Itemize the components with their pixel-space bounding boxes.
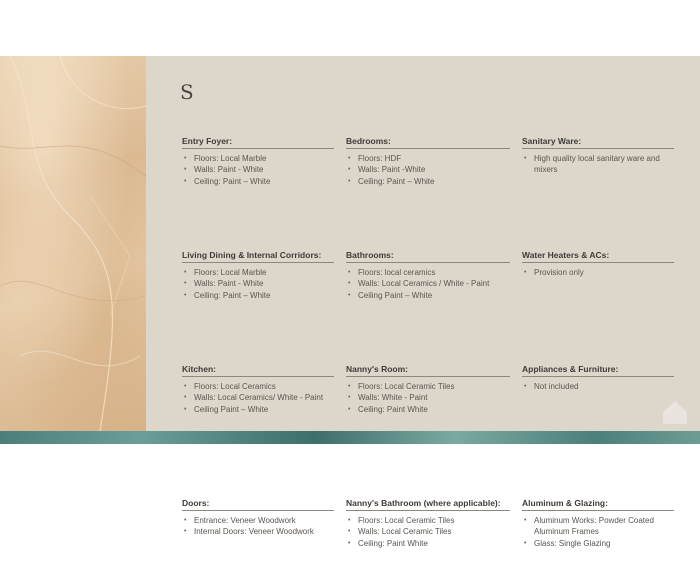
spec-list [182,515,334,538]
spec-item: • Ceiling: Paint – White [182,290,334,301]
spec-item: • Floors: Local Ceramics [182,381,334,392]
spec-item: • Floors: Local Ceramic Tiles [346,381,510,392]
spec-heading: Doors: [182,496,334,511]
spec-row [182,362,674,429]
spec-item: • Walls: Paint - White [182,278,334,289]
spec-row [182,134,674,191]
spec-item: • Glass: Single Glazing [522,538,674,549]
spec-item: • Internal Doors: Veneer Woodwork [182,526,334,537]
spec-list [522,515,674,549]
spec-list [182,267,334,301]
spec-heading: Nanny's Bathroom (where applicable): [346,496,510,511]
spec-item: • Ceiling: Paint White [346,538,510,549]
spec-nannys-room [346,362,510,415]
spec-list [346,515,510,549]
spec-item: • Aluminum Works: Powder Coated Aluminum Frames [522,515,674,538]
spec-heading: Sanitary Ware: [522,134,674,149]
spec-heading: Water Heaters & ACs: [522,248,674,263]
spec-list [522,381,674,392]
spec-item: • Ceiling: Paint – White [346,176,510,187]
spec-water-heaters [522,248,674,278]
brand-logo: S [180,80,194,104]
spec-item: • Walls: Paint - White [182,164,334,175]
spec-heading: Entry Foyer: [182,134,334,149]
spec-bedrooms [346,134,510,187]
spec-item: • Floors: Local Marble [182,153,334,164]
spec-list [346,267,510,301]
spec-item: • Ceiling: Paint – White [182,176,334,187]
spec-slide [0,56,700,548]
teal-texture-band [0,431,700,444]
spec-item: • High quality local sanitary ware and mixers [522,153,674,176]
spec-appliances-furniture [522,362,674,392]
spec-item: • Ceiling Paint – White [182,404,334,415]
spec-list [182,153,334,187]
spec-item: • Floors: Local Marble [182,267,334,278]
spec-doors [182,496,334,538]
specifications-grid [182,134,674,548]
spec-item: • Walls: White - Paint [346,392,510,403]
spec-nannys-bathroom [346,496,510,549]
marble-texture-panel [0,56,146,431]
spec-item: • Walls: Local Ceramics / White - Paint [346,278,510,289]
spec-list [522,153,674,176]
spec-heading: Nanny's Room: [346,362,510,377]
spec-aluminum-glazing [522,496,674,549]
marble-veins [0,56,146,431]
spec-list [346,153,510,187]
spec-item: • Walls: Paint -White [346,164,510,175]
spec-heading: Appliances & Furniture: [522,362,674,377]
spec-heading: Bedrooms: [346,134,510,149]
spec-item: • Walls: Local Ceramic Tiles [346,526,510,537]
spec-bathrooms [346,248,510,301]
spec-heading: Kitchen: [182,362,334,377]
spec-item: • Not included [522,381,674,392]
spec-living-dining [182,248,334,301]
spec-heading: Bathrooms: [346,248,510,263]
spec-list [182,381,334,415]
spec-entry-foyer [182,134,334,187]
spec-item: • Ceiling: Paint White [346,404,510,415]
spec-list [346,381,510,415]
spec-item: • Entrance: Veneer Woodwork [182,515,334,526]
spec-item: • Floors: local ceramics [346,267,510,278]
spec-kitchen [182,362,334,415]
house-watermark-icon [660,396,690,426]
spec-heading: Living Dining & Internal Corridors: [182,248,334,263]
spec-sanitary-ware [522,134,674,176]
spec-item: • Floors: Local Ceramic Tiles [346,515,510,526]
spec-list [522,267,674,278]
spec-row [182,496,674,566]
spec-row [182,248,674,305]
spec-item: • Provision only [522,267,674,278]
spec-item: • Ceiling Paint – White [346,290,510,301]
spec-heading: Aluminum & Glazing: [522,496,674,511]
spec-item: • Floors: HDF [346,153,510,164]
spec-item: • Walls: Local Ceramics/ White - Paint [182,392,334,403]
